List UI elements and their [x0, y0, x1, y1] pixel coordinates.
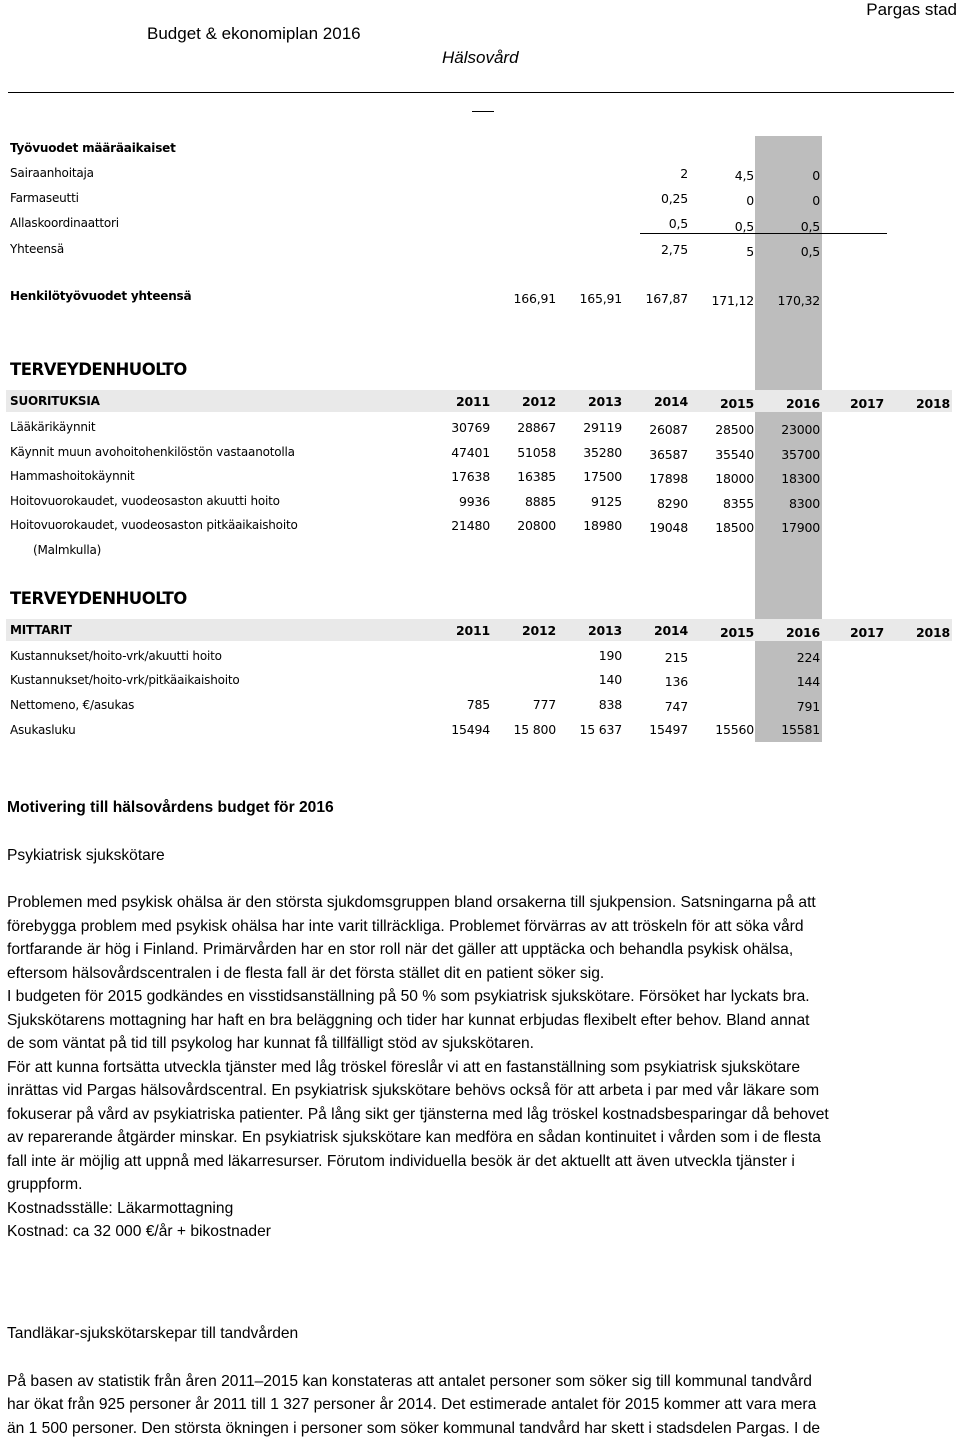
motivation-line: de som väntat på tid till psykolog har kunnat få tillfälligt stöd av sjukskötaren. — [7, 1035, 534, 1052]
indicators-cell: 15494 — [451, 722, 490, 737]
workyears-cell: 0,25 — [660, 191, 688, 206]
workyears-row-label: Sairaanhoitaja — [10, 166, 94, 180]
performance-row-label: Hoitovuorokaudet, vuodeosaston akuutti hoito — [10, 494, 280, 508]
cost-center-line: Kostnadsställe: Läkarmottagning — [7, 1199, 234, 1217]
motivation-line: Problemen med psykisk ohälsa är den största sjukdomsgruppen bland orsakerna till sjukpension. Satsningarna på att — [7, 894, 816, 911]
dental-line: än 1 500 personer. Den största ökningen i personer som söker kommunal tandvård har skett i stadsdelen Pargas. I de — [7, 1419, 821, 1437]
workyears-grand-cell: 167,87 — [645, 291, 688, 306]
motivation-line: fall inte är möjlig att uppnå med läkarresurser. Förutom individuella besök är det aktuellt att även utveckla tjänster i — [7, 1152, 795, 1170]
workyears-row-label: Farmaseutti — [10, 191, 79, 205]
indicators-cell: 785 — [466, 697, 490, 712]
indicators-cell: 136 — [664, 674, 688, 689]
workyears-grand-cell: 166,91 — [513, 291, 556, 306]
indicators-cell: 15 800 — [513, 722, 556, 737]
performance-cell: 51058 — [517, 445, 556, 460]
performance-cell: 26087 — [649, 422, 688, 437]
performance-cell: 28867 — [517, 420, 556, 435]
performance-year-header: 2011 — [456, 394, 490, 409]
performance-year-header: 2012 — [522, 394, 556, 409]
motivation-line: av reparerande åtgärder minskar. En psykiatrisk sjukskötare kan medföra en sådan kontinuitet i vården som i de flesta — [7, 1129, 821, 1146]
motivation-line: förebygga problem med psykisk ohälsa har inte varit tillräckliga. Problemet förvärras av att tröskeln för att söka vård — [7, 917, 804, 935]
section-title: Hälsovård — [442, 48, 519, 67]
performance-title: TERVEYDENHUOLTO — [10, 360, 187, 379]
dental-heading: Tandläkar-sjukskötarskepar till tandvården — [7, 1325, 299, 1342]
workyears-total-label: Yhteensä — [10, 242, 65, 256]
indicators-cell: 15560 — [715, 722, 754, 737]
indicators-row-label: Nettomeno, €/asukas — [10, 698, 135, 712]
performance-cell: 9125 — [590, 494, 622, 509]
dental-body — [7, 1370, 959, 1441]
indicators-year-header: 2012 — [522, 623, 556, 638]
motivation-line: fokuserar på vård av psykiatriska patienter. På lång sikt ger tjänsterna med låg tröskel kostnadsbesparingar då behovet — [7, 1105, 829, 1123]
indicators-cell: 791 — [796, 699, 820, 714]
motivation-section — [7, 796, 959, 1244]
workyears-cell: 0 — [812, 193, 820, 208]
performance-row-label: Hoitovuorokaudet, vuodeosaston pitkäaikaishoito — [10, 518, 298, 532]
motivation-line: Sjukskötarens mottagning har haft en bra beläggning och tider har kunnat erbjudas flexibelt efter behov. Bland annat — [7, 1011, 810, 1029]
workyears-grand-cell: 171,12 — [711, 293, 754, 308]
workyears-cell: 0 — [812, 168, 820, 183]
performance-year-header: 2016 — [786, 396, 820, 411]
workyears-grand-cell: 165,91 — [579, 291, 622, 306]
indicators-year-header: 2017 — [850, 625, 884, 640]
indicators-cell: 15497 — [649, 722, 688, 737]
performance-year-header: 2015 — [720, 396, 754, 411]
indicators-year-header: 2015 — [720, 625, 754, 640]
dental-line: har ökat från 925 personer år 2011 till 1 327 personer år 2014. Det estimerade antalet för 2015 kommer att vara mera — [7, 1396, 817, 1413]
cost-line: Kostnad: ca 32 000 €/år + bikostnader — [7, 1223, 271, 1240]
indicators-cell: 215 — [664, 650, 688, 665]
performance-cell: 47401 — [451, 445, 490, 460]
indicators-cell: 224 — [796, 650, 820, 665]
indicators-cell: 747 — [664, 699, 688, 714]
performance-cell: 17500 — [583, 469, 622, 484]
performance-cell: 28500 — [715, 422, 754, 437]
indicators-year-header: 2011 — [456, 623, 490, 638]
performance-cell: 36587 — [649, 447, 688, 462]
performance-row-label: Lääkärikäynnit — [10, 420, 96, 434]
performance-row-label: Käynnit muun avohoitohenkilöstön vastaanotolla — [10, 445, 295, 459]
header-rule — [8, 92, 954, 93]
motivation-body — [7, 891, 959, 1244]
performance-cell: 20800 — [517, 518, 556, 533]
performance-cell: 8885 — [524, 494, 556, 509]
workyears-row-label: Allaskoordinaattori — [10, 216, 119, 230]
workyears-grand-label: Henkilötyövuodet yhteensä — [10, 289, 192, 303]
workyears-cell: 2 — [680, 166, 688, 181]
workyears-cell: 0,5 — [668, 216, 688, 231]
indicators-year-header: 2013 — [588, 623, 622, 638]
motivation-line: För att kunna fortsätta utveckla tjänster med låg tröskel föreslår vi att en fastanställning som psykiatrisk sjukskötare — [7, 1058, 801, 1076]
indicators-title: TERVEYDENHUOLTO — [10, 589, 187, 608]
performance-cell: 18000 — [715, 471, 754, 486]
indicators-cell: 838 — [598, 697, 622, 712]
dental-section — [7, 1322, 959, 1440]
performance-footnote: (Malmkulla) — [33, 543, 102, 557]
performance-year-header: 2014 — [654, 394, 688, 409]
performance-cell: 18980 — [583, 518, 622, 533]
dental-line: På basen av statistik från åren 2011–2015 kan konstateras att antalet personer som söker sig till kommunal tandvård — [7, 1372, 812, 1390]
indicators-cell: 15581 — [781, 722, 820, 737]
performance-cell: 8355 — [722, 496, 754, 511]
performance-cell: 8290 — [656, 496, 688, 511]
performance-cell: 9936 — [458, 494, 490, 509]
performance-cell: 23000 — [781, 422, 820, 437]
performance-cell: 29119 — [583, 420, 622, 435]
performance-year-header: 2013 — [588, 394, 622, 409]
indicators-year-header: 2014 — [654, 623, 688, 638]
indicators-year-header: 2018 — [916, 625, 950, 640]
performance-cell: 17900 — [781, 520, 820, 535]
workyears-cell: 4,5 — [734, 168, 754, 183]
indicators-cell: 140 — [598, 672, 622, 687]
workyears-cell: 0,5 — [800, 219, 820, 234]
workyears-title: Työvuodet määräaikaiset — [10, 141, 176, 155]
workyears-cell: 0 — [746, 193, 754, 208]
workyears-total-cell: 2,75 — [660, 242, 688, 257]
performance-cell: 35700 — [781, 447, 820, 462]
performance-cell: 35540 — [715, 447, 754, 462]
motivation-line: inrättas vid Pargas hälsovårdscentral. En psykiatrisk sjukskötare behövs också för att arbeta i par med vår läkare som — [7, 1082, 820, 1099]
performance-year-header: 2018 — [916, 396, 950, 411]
performance-cell: 17638 — [451, 469, 490, 484]
motivation-line: fortfarande är hög i Finland. Primärvården har en stor roll när det gäller att upptäcka och behandla psykisk ohälsa, — [7, 941, 794, 958]
motivation-line: I budgeten för 2015 godkändes en visstidsanställning på 50 % som psykiatrisk sjukskötare. Försöket har lyckats bra. — [7, 988, 810, 1005]
workyears-total-cell: 0,5 — [800, 244, 820, 259]
performance-cell: 21480 — [451, 518, 490, 533]
performance-cell: 18500 — [715, 520, 754, 535]
indicators-cell: 144 — [796, 674, 820, 689]
performance-cell: 30769 — [451, 420, 490, 435]
performance-year-header: 2017 — [850, 396, 884, 411]
indicators-cell: 190 — [598, 648, 622, 663]
indicators-row-label: Kustannukset/hoito-vrk/pitkäaikaishoito — [10, 673, 240, 687]
indicators-year-header: 2016 — [786, 625, 820, 640]
motivation-heading: Motivering till hälsovårdens budget för 2016 — [7, 799, 334, 816]
organization-name: Pargas stad — [866, 0, 957, 19]
performance-header-label: SUORITUKSIA — [10, 394, 100, 408]
indicators-header-label: MITTARIT — [10, 623, 72, 637]
motivation-line: eftersom hälsovårdscentralen i de flesta fall är det första stället dit en patient söker sig. — [7, 964, 605, 982]
performance-cell: 17898 — [649, 471, 688, 486]
motivation-subheading: Psykiatrisk sjukskötare — [7, 846, 165, 864]
workyears-grand-cell: 170,32 — [777, 293, 820, 308]
performance-cell: 35280 — [583, 445, 622, 460]
header-rule-tail — [472, 111, 494, 112]
document-title: Budget & ekonomiplan 2016 — [147, 24, 361, 43]
indicators-cell: 15 637 — [579, 722, 622, 737]
performance-cell: 18300 — [781, 471, 820, 486]
scanned-tables — [0, 136, 960, 742]
indicators-cell: 777 — [532, 697, 556, 712]
workyears-sum-rule — [640, 233, 887, 234]
workyears-total-cell: 5 — [746, 244, 754, 259]
performance-row-label: Hammashoitokäynnit — [10, 469, 135, 483]
performance-cell: 19048 — [649, 520, 688, 535]
performance-cell: 16385 — [517, 469, 556, 484]
indicators-row-label: Kustannukset/hoito-vrk/akuutti hoito — [10, 649, 222, 663]
workyears-cell: 0,5 — [734, 219, 754, 234]
indicators-row-label: Asukasluku — [10, 723, 76, 737]
motivation-line: gruppform. — [7, 1176, 83, 1193]
performance-cell: 8300 — [788, 496, 820, 511]
page-header — [0, 0, 960, 120]
